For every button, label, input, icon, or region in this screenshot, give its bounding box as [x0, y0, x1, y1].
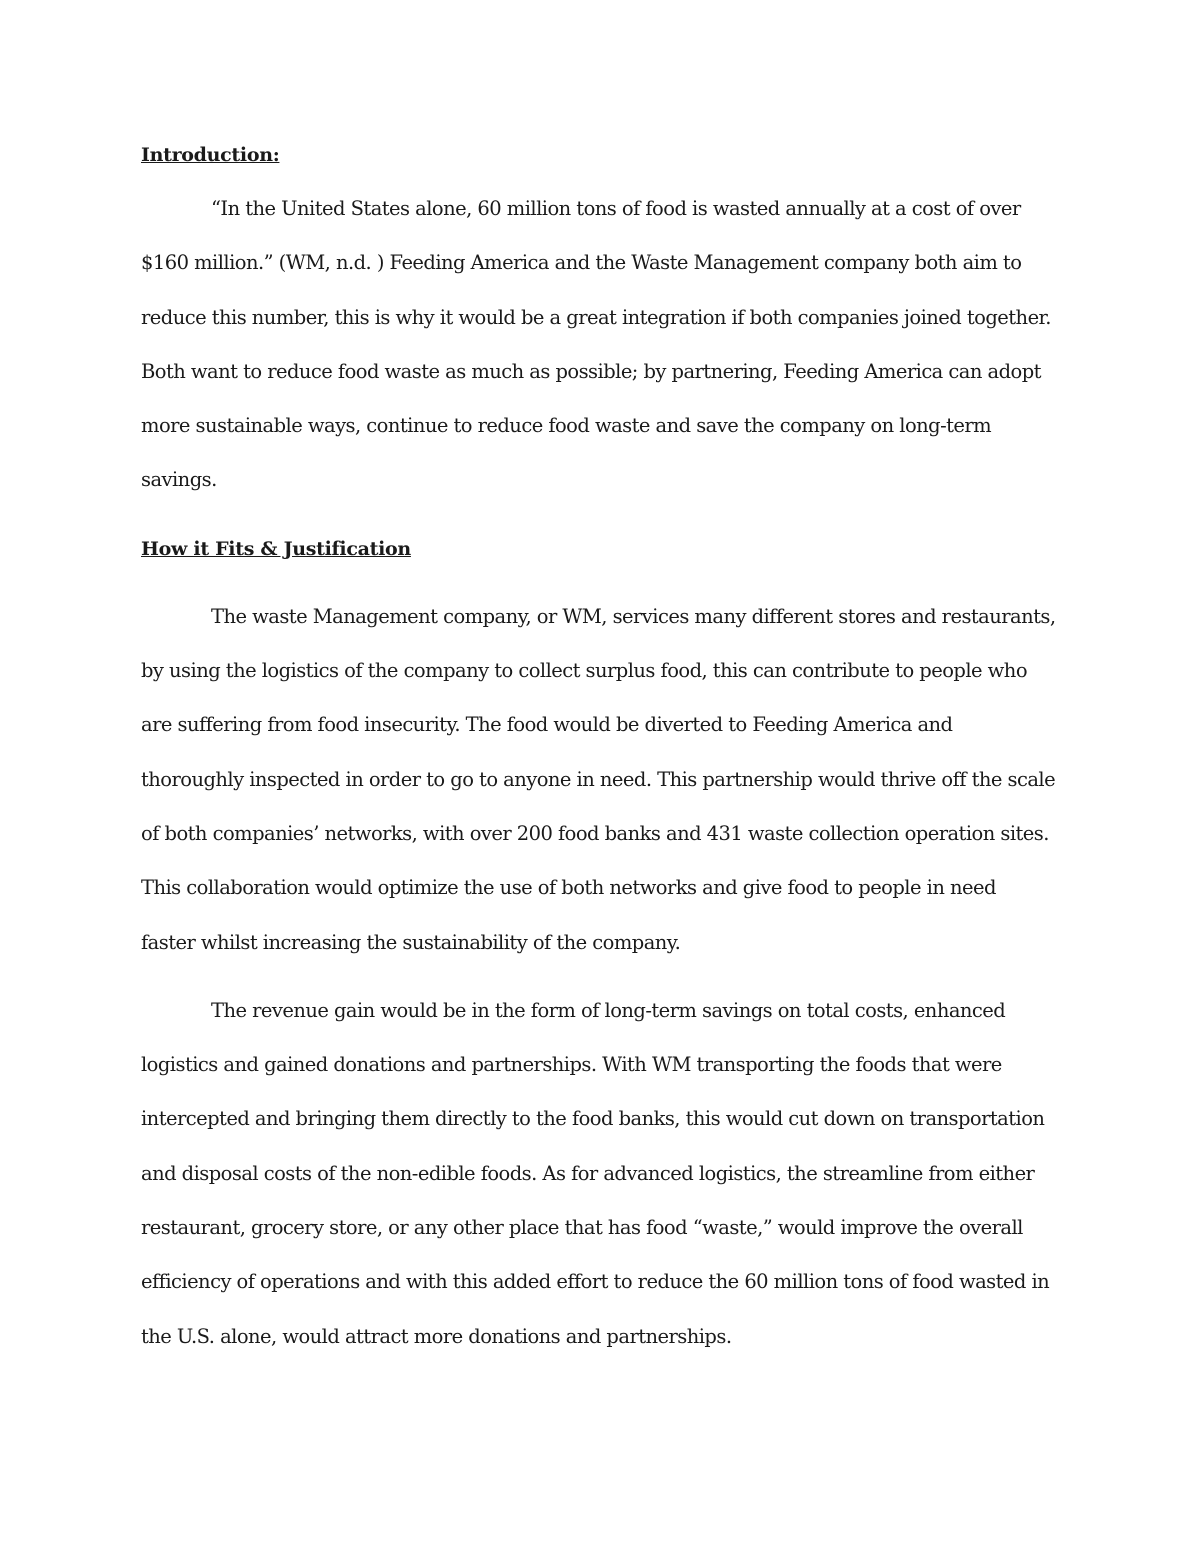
paragraph-line: This collaboration would optimize the use of both networks and give food to people in need	[141, 876, 996, 900]
paragraph-line: are suffering from food insecurity. The food would be diverted to Feeding America and	[141, 713, 953, 737]
paragraph-line: more sustainable ways, continue to reduce food waste and save the company on long-term	[141, 414, 992, 438]
section-heading-introduction: Introduction:	[141, 144, 280, 166]
paragraph-line: $160 million.” (WM, n.d. ) Feeding America and the Waste Management company both aim to	[141, 251, 1022, 275]
paragraph-line: by using the logistics of the company to collect surplus food, this can contribute to people who	[141, 659, 1028, 683]
section-gap	[141, 508, 1061, 522]
paragraph-line: The revenue gain would be in the form of long-term savings on total costs, enhanced	[211, 998, 1006, 1022]
document-page	[141, 128, 1061, 1364]
paragraph-line: and disposal costs of the non-edible foods. As for advanced logistics, the streamline from either	[141, 1161, 1035, 1185]
paragraph-gap	[141, 970, 1061, 984]
paragraph-line: of both companies’ networks, with over 200 food banks and 431 waste collection operation sites.	[141, 821, 1049, 845]
paragraph-line: efficiency of operations and with this added effort to reduce the 60 million tons of food wasted in	[141, 1270, 1050, 1294]
paragraph-line: The waste Management company, or WM, services many different stores and restaurants,	[211, 604, 1056, 628]
paragraph-line: restaurant, grocery store, or any other place that has food “waste,” would improve the overall	[141, 1216, 1023, 1240]
paragraph-line: Both want to reduce food waste as much as possible; by partnering, Feeding America can adopt	[141, 359, 1041, 383]
paragraph-line: thoroughly inspected in order to go to anyone in need. This partnership would thrive off the scale	[141, 767, 1056, 791]
paragraph-introduction	[141, 182, 1061, 508]
paragraph-line: “In the United States alone, 60 million tons of food is wasted annually at a cost of over	[211, 197, 1021, 220]
paragraph-line: logistics and gained donations and partnerships. With WM transporting the foods that were	[141, 1053, 1002, 1077]
paragraph-line: reduce this number, this is why it would be a great integration if both companies joined together.	[141, 305, 1051, 329]
paragraph-line: savings.	[141, 468, 217, 492]
paragraph-revenue-gain	[141, 984, 1061, 1364]
paragraph-line: faster whilst increasing the sustainability of the company.	[141, 930, 681, 954]
paragraph-line: intercepted and bringing them directly to the food banks, this would cut down on transportation	[141, 1107, 1045, 1131]
paragraph-how-it-fits	[141, 590, 1061, 970]
paragraph-line: the U.S. alone, would attract more donations and partnerships.	[141, 1324, 732, 1348]
section-heading-justification: How it Fits & Justification	[141, 537, 411, 560]
section-gap	[141, 576, 1061, 590]
